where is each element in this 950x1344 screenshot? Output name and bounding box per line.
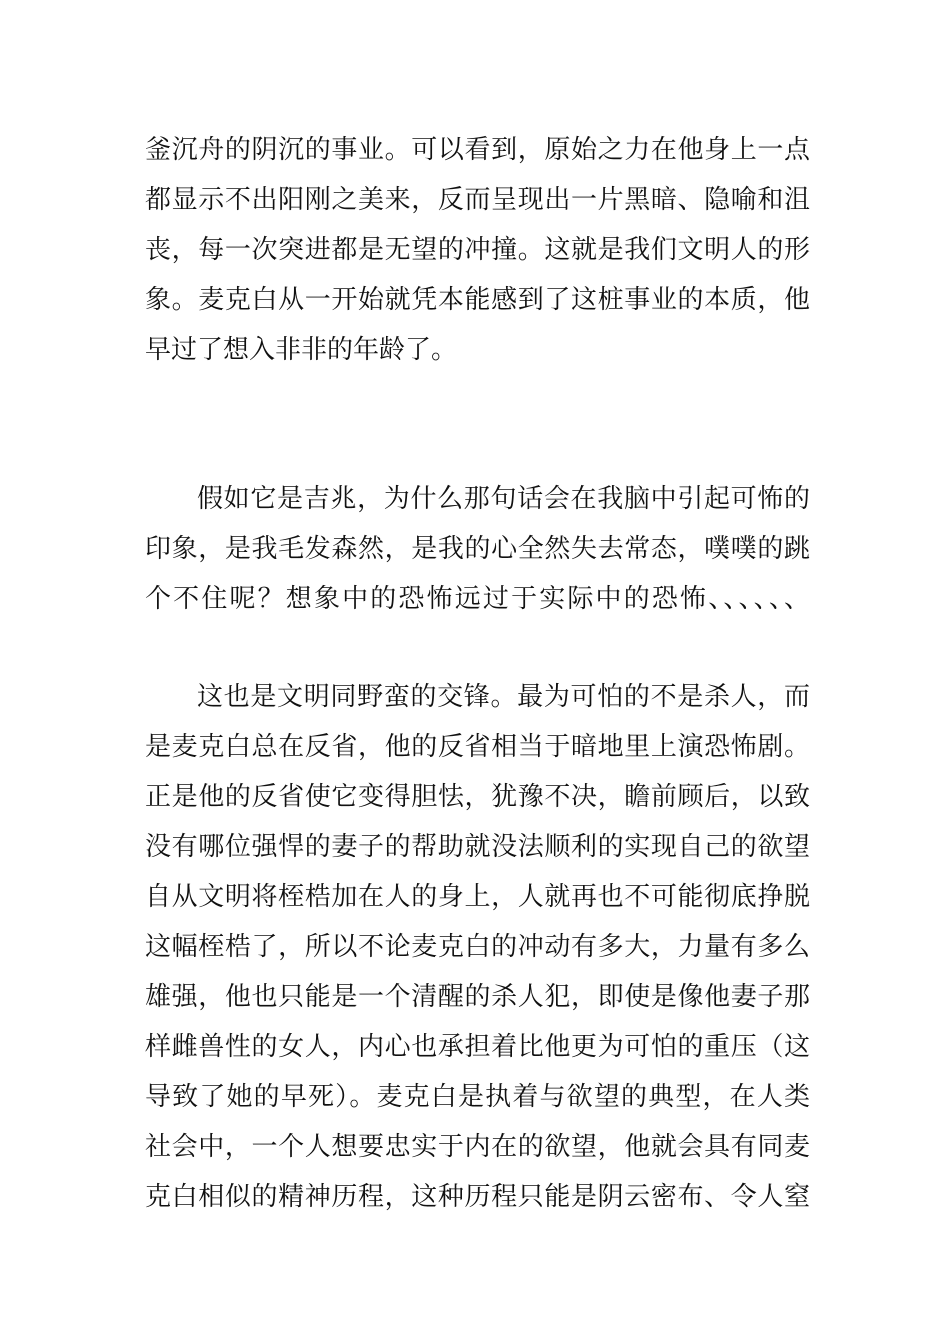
text-line: 社会中，一个人想要忠实于内在的欲望，他就会具有同麦 <box>145 1132 810 1162</box>
text-line: 导致了她的早死）。麦克白是执着与欲望的典型，在人类 <box>145 1082 810 1112</box>
text-line: 个不住呢？想象中的恐怖远过于实际中的恐怖、、、、、、 <box>145 584 810 614</box>
text-line: 象。麦克白从一开始就凭本能感到了这桩事业的本质，他 <box>145 285 810 315</box>
text-line: 印象，是我毛发森然，是我的心全然失去常态，噗噗的跳 <box>145 534 810 564</box>
text-line: 是麦克白总在反省，他的反省相当于暗地里上演恐怖剧。 <box>145 732 810 762</box>
text-line: 这幅桎梏了，所以不论麦克白的冲动有多大，力量有多么 <box>145 932 810 962</box>
text-line: 这也是文明同野蛮的交锋。最为可怕的不是杀人，而 <box>197 682 810 712</box>
text-line: 自从文明将桎梏加在人的身上，人就再也不可能彻底挣脱 <box>145 882 810 912</box>
text-line: 没有哪位强悍的妻子的帮助就没法顺利的实现自己的欲望 <box>145 832 810 862</box>
text-line: 假如它是吉兆，为什么那句话会在我脑中引起可怖的 <box>197 484 810 514</box>
text-line: 正是他的反省使它变得胆怯，犹豫不决，瞻前顾后，以致 <box>145 782 810 812</box>
text-line: 克白相似的精神历程，这种历程只能是阴云密布、令人窒 <box>145 1182 810 1212</box>
text-line: 丧，每一次突进都是无望的冲撞。这就是我们文明人的形 <box>145 235 810 265</box>
text-line: 釜沉舟的阴沉的事业。可以看到，原始之力在他身上一点 <box>145 135 810 165</box>
text-line: 都显示不出阳刚之美来，反而呈现出一片黑暗、隐喻和沮 <box>145 185 810 215</box>
text-line: 雄强，他也只能是一个清醒的杀人犯，即使是像他妻子那 <box>145 982 810 1012</box>
text-line: 早过了想入非非的年龄了。 <box>145 335 458 365</box>
text-line: 样雌兽性的女人，内心也承担着比他更为可怕的重压（这 <box>145 1032 810 1062</box>
